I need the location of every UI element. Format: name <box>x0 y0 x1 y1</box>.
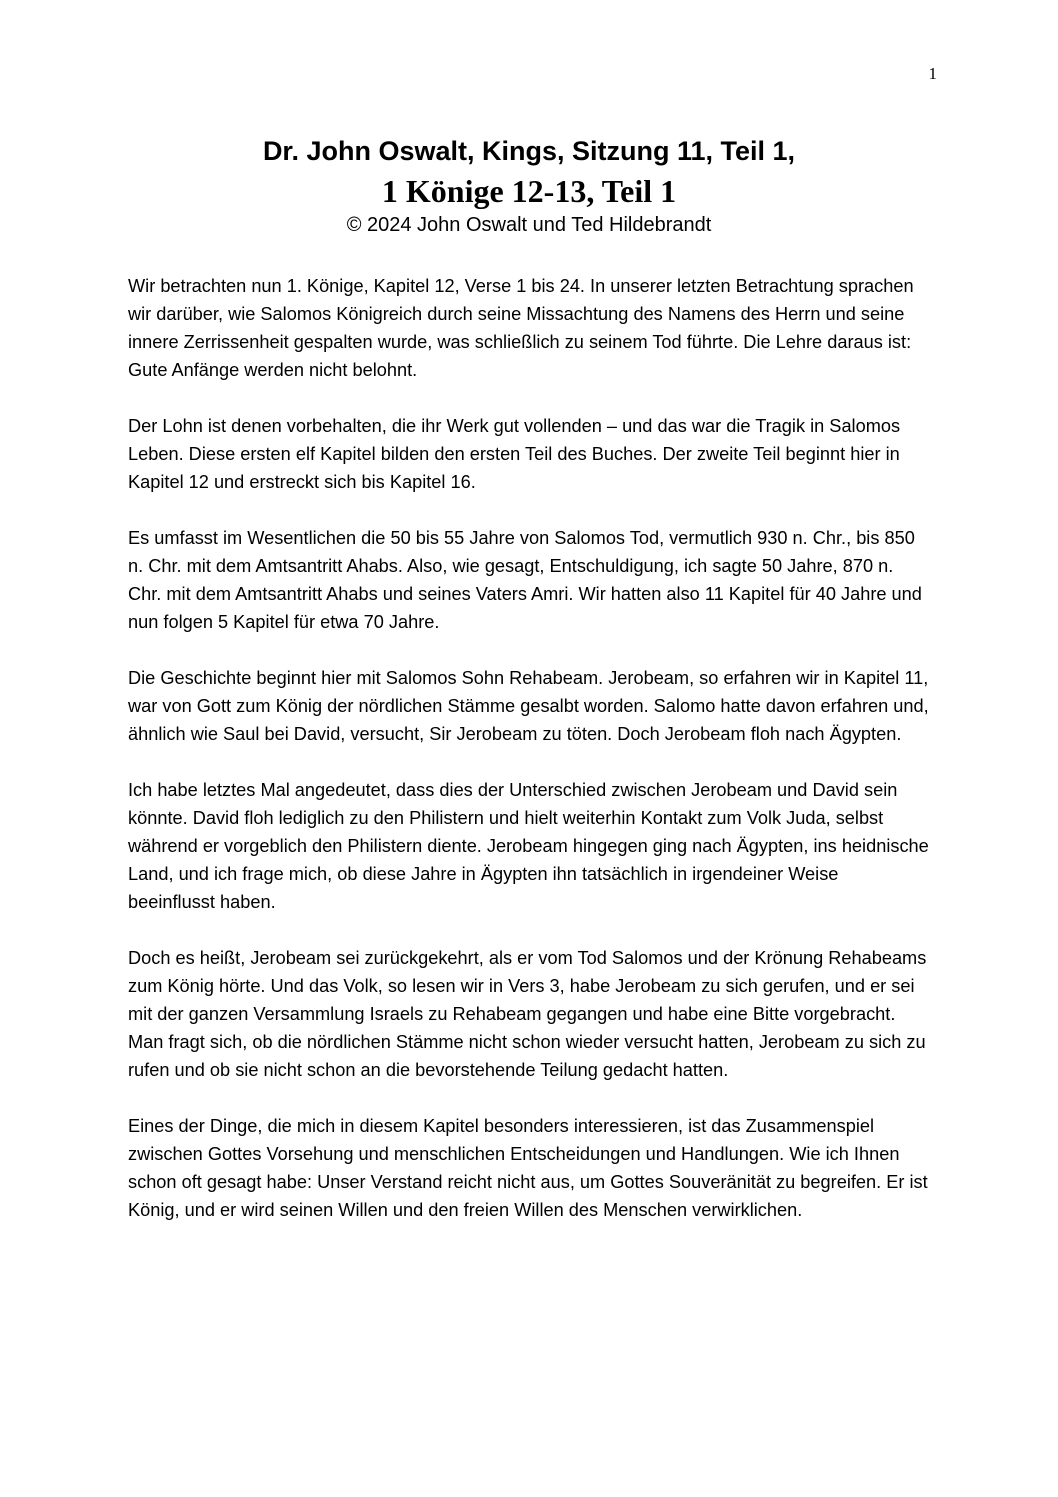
paragraph: Eines der Dinge, die mich in diesem Kapitel besonders interessieren, ist das Zusammenspiel zwischen Gottes Vorsehung und menschlichen Entscheidungen und Handlungen. Wie ich Ihnen schon oft gesagt habe: Unser Verstand reicht nicht aus, um Gottes Souveränität zu begreifen. Er ist König, und er wird seinen Willen und den freien Willen des Menschen verwirklichen. <box>128 1116 928 1220</box>
paragraph: Die Geschichte beginnt hier mit Salomos Sohn Rehabeam. Jerobeam, so erfahren wir in Kapitel 11, war von Gott zum König der nördlichen Stämme gesalbt worden. Salomo hatte davon erfahren und, ähnlich wie Saul bei David, versucht, Sir Jerobeam zu töten. Doch Jerobeam floh nach Ägypten. <box>128 668 929 744</box>
paragraph: Wir betrachten nun 1. Könige, Kapitel 12, Verse 1 bis 24. In unserer letzten Betrachtung sprachen wir darüber, wie Salomos Königreich durch seine Missachtung des Namens des Herrn und seine innere Zerrissenheit gespalten wurde, was schließlich zu seinem Tod führte. Die Lehre daraus ist: Gute Anfänge werden nicht belohnt. <box>128 276 914 380</box>
paragraph: Doch es heißt, Jerobeam sei zurückgekehrt, als er vom Tod Salomos und der Krönung Rehabeams zum König hörte. Und das Volk, so lesen wir in Vers 3, habe Jerobeam zu sich gerufen, und er sei mit der ganzen Versammlung Israels zu Rehabeam gegangen und habe eine Bitte vorgebracht. Man fragt sich, ob die nördlichen Stämme nicht schon wieder versucht hatten, Jerobeam zu sich zu rufen und ob sie nicht schon an die bevorstehende Teilung gedacht hatten. <box>128 948 927 1080</box>
body-text <box>128 272 930 1252</box>
document-title: Dr. John Oswalt, Kings, Sitzung 11, Teil 1, <box>262 136 796 166</box>
paragraph: Es umfasst im Wesentlichen die 50 bis 55 Jahre von Salomos Tod, vermutlich 930 n. Chr., bis 850 n. Chr. mit dem Amtsantritt Ahabs. Also, wie gesagt, Entschuldigung, ich sagte 50 Jahre, 870 n. Chr. mit dem Amtsantritt Ahabs und seines Vaters Amri. Wir hatten also 11 Kapitel für 40 Jahre und nun folgen 5 Kapitel für etwa 70 Jahre. <box>128 528 922 632</box>
page-number: 1 <box>928 64 937 83</box>
copyright-notice: © 2024 John Oswalt und Ted Hildebrandt <box>346 214 712 236</box>
document-subtitle: 1 Könige 12-13, Teil 1 <box>381 173 677 209</box>
paragraph: Ich habe letztes Mal angedeutet, dass dies der Unterschied zwischen Jerobeam und David sein könnte. David floh lediglich zu den Philistern und hielt weiterhin Kontakt zum Volk Juda, selbst während er vorgeblich den Philistern diente. Jerobeam hingegen ging nach Ägypten, ins heidnische Land, und ich frage mich, ob diese Jahre in Ägypten ihn tatsächlich in irgendeiner Weise beeinflusst haben. <box>128 780 929 912</box>
title-block <box>128 132 930 238</box>
paragraph: Der Lohn ist denen vorbehalten, die ihr Werk gut vollenden – und das war die Tragik in Salomos Leben. Diese ersten elf Kapitel bilden den ersten Teil des Buches. Der zweite Teil beginnt hier in Kapitel 12 und erstreckt sich bis Kapitel 16. <box>128 416 901 492</box>
